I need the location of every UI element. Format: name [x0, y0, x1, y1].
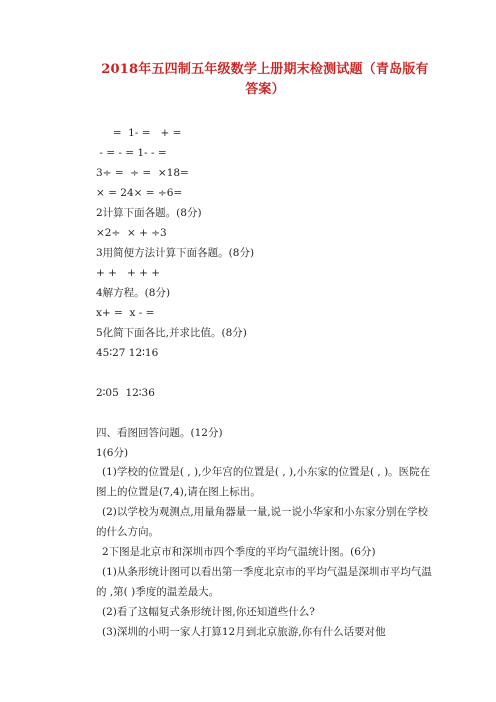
document-title: 2018年五四制五年级数学上册期末检测试题（青岛版有答案）	[101, 62, 429, 97]
part-4-heading: 四、看图回答问题。(12分)	[96, 427, 223, 439]
section-3-problems: + + + + +	[96, 267, 161, 279]
section-4-heading: 4解方程。(8分)	[96, 287, 171, 299]
ratio-line-1: 45∶27 12∶16	[96, 347, 159, 359]
arith-line-1: = 1- = + =	[96, 127, 182, 139]
section-2-heading: 2计算下面各题。(8分)	[96, 207, 202, 219]
question-1-heading: 1(6分)	[96, 447, 129, 459]
section-2-problems: ×2÷ × + ÷3	[96, 227, 167, 239]
arith-line-4: × = 24× = ÷6=	[96, 187, 183, 199]
section-5-heading: 5化简下面各比,并求比值。(8分)	[96, 327, 247, 339]
question-2-part-3: (3)深圳的小明一家人打算12月到北京旅游,你有什么话要对他	[102, 626, 386, 638]
section-3-heading: 3用简便方法计算下面各题。(8分)	[96, 247, 255, 259]
question-1-part-1: (1)学校的位置是( , ),少年宫的位置是( , ),小东家的位置是( , )。医院在图上的位置是(7,4),请在图上标出。	[96, 466, 431, 498]
ratio-line-2: 2∶05 12∶36	[96, 387, 155, 399]
arith-line-3: 3÷ = ÷ = ×18=	[96, 167, 189, 179]
question-1-part-2: (2)以学校为观测点,用量角器量一量,说一说小华家和小东家分别在学校的什么方向。	[96, 506, 429, 538]
question-2-part-1: (1)从条形统计图可以看出第一季度北京市的平均气温是深圳市平均气温的 ,第( )季度的温差最大。	[96, 566, 432, 598]
question-2-heading: 2下图是北京市和深圳市四个季度的平均气温统计图。(6分)	[102, 546, 376, 558]
question-2-part-2: (2)看了这幅复式条形统计图,你还知道些什么?	[102, 606, 315, 618]
section-4-problems: x+ = x - =	[96, 307, 155, 319]
arith-line-2: - = - = 1- - =	[96, 147, 167, 159]
